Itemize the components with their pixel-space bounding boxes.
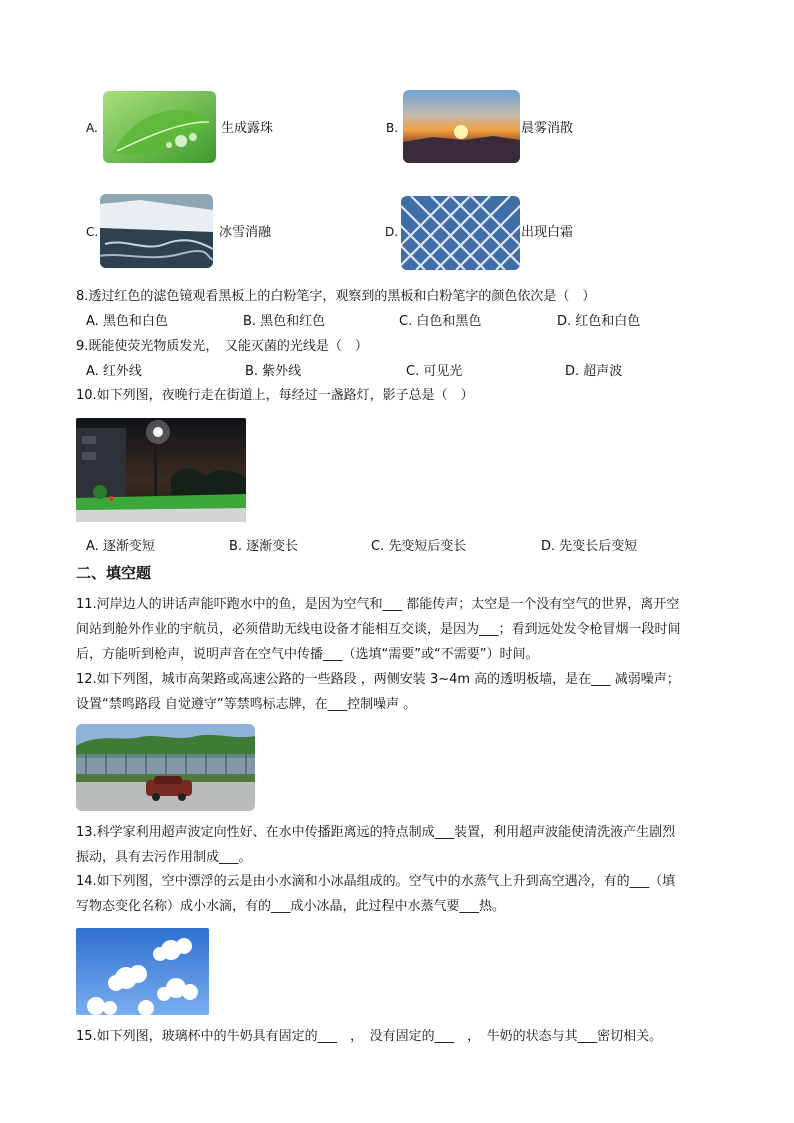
option-c-caption: 冰雪消融: [219, 225, 272, 240]
q10-option-a: A. 逐渐变短: [86, 539, 155, 554]
q9-option-b: B. 紫外线: [245, 364, 302, 379]
q8-option-a: A. 黑色和白色: [86, 314, 168, 329]
q10-option-b: B. 逐渐变长: [229, 539, 299, 554]
option-b-caption: 晨雾消散: [521, 121, 574, 136]
q9-option-a: A. 红外线: [86, 364, 142, 379]
q11-line-2: 间站到舱外作业的宇航员，必须借助无线电设备才能相互交谈，是因为___；看到远处发令枪冒烟一段时间: [76, 622, 681, 637]
option-d-caption: 出现白霜: [521, 225, 574, 240]
q14-line-2: 写物态变化名称）成小水滴，有的___成小冰晶，此过程中水蒸气要___热。: [76, 899, 506, 914]
option-a-caption: 生成露珠: [221, 121, 274, 136]
melting-ice-image: [100, 194, 213, 268]
q8-option-d: D. 红色和白色: [557, 314, 641, 329]
clouds-image: [76, 928, 209, 1015]
q8-option-c: C. 白色和黑色: [399, 314, 482, 329]
q9-stem: 9.既能使荧光物质发光， 又能灭菌的光线是（ ）: [76, 339, 368, 354]
q9-option-d: D. 超声波: [565, 364, 623, 379]
q13-line-2: 振动，具有去污作用制成___。: [76, 850, 252, 865]
q11-line-1: 11.河岸边人的讲话声能吓跑水中的鱼，是因为空气和___ 都能传声；太空是一个没有空气的世界，离开空: [76, 597, 680, 612]
section-title: 二、填空题: [76, 564, 152, 582]
sunrise-image: [403, 90, 520, 163]
street-lamp-night-image: [76, 418, 246, 522]
q8-stem: 8.透过红色的滤色镜观看黑板上的白粉笔字，观察到的黑板和白粉笔字的颜色依次是（ ）: [76, 289, 596, 304]
q11-line-3: 后，方能听到枪声，说明声音在空气中传播___（选填“需要”或“不需要”）时间。: [76, 647, 539, 662]
frost-fence-image: [401, 196, 520, 270]
q12-line-1: 12.如下列图，城市高架路或高速公路的一些路段 ，两侧安装 3~4m 高的透明板墙，是在___ 减弱噪声；: [76, 672, 680, 687]
q10-option-d: D. 先变长后变短: [541, 539, 638, 554]
option-b-letter: B.: [386, 121, 399, 135]
q12-line-2: 设置“禁鸣路段 自觉遵守”等禁鸣标志牌，在___控制噪声 。: [76, 697, 417, 712]
q14-line-1: 14.如下列图，空中漂浮的云是由小水滴和小冰晶组成的。空气中的水蒸气上升到高空遇冷，有的___（填: [76, 874, 676, 889]
q15-stem: 15.如下列图，玻璃杯中的牛奶具有固定的___ ， 没有固定的___ ， 牛奶的状态与其___密切相关。: [76, 1029, 663, 1044]
q10-stem: 10.如下列图，夜晚行走在街道上，每经过一盏路灯，影子总是（ ）: [76, 388, 474, 403]
option-d-letter: D.: [385, 225, 399, 239]
q9-option-c: C. 可见光: [406, 364, 463, 379]
dew-leaf-image: [103, 91, 216, 163]
q13-line-1: 13.科学家利用超声波定向性好、在水中传播距离远的特点制成___装置，利用超声波能使清洗液产生剧烈: [76, 825, 676, 840]
q8-option-b: B. 黑色和红色: [243, 314, 326, 329]
noise-barrier-image: [76, 724, 255, 811]
option-a-letter: A.: [86, 121, 98, 135]
option-c-letter: C.: [86, 225, 99, 239]
q10-option-c: C. 先变短后变长: [371, 539, 467, 554]
